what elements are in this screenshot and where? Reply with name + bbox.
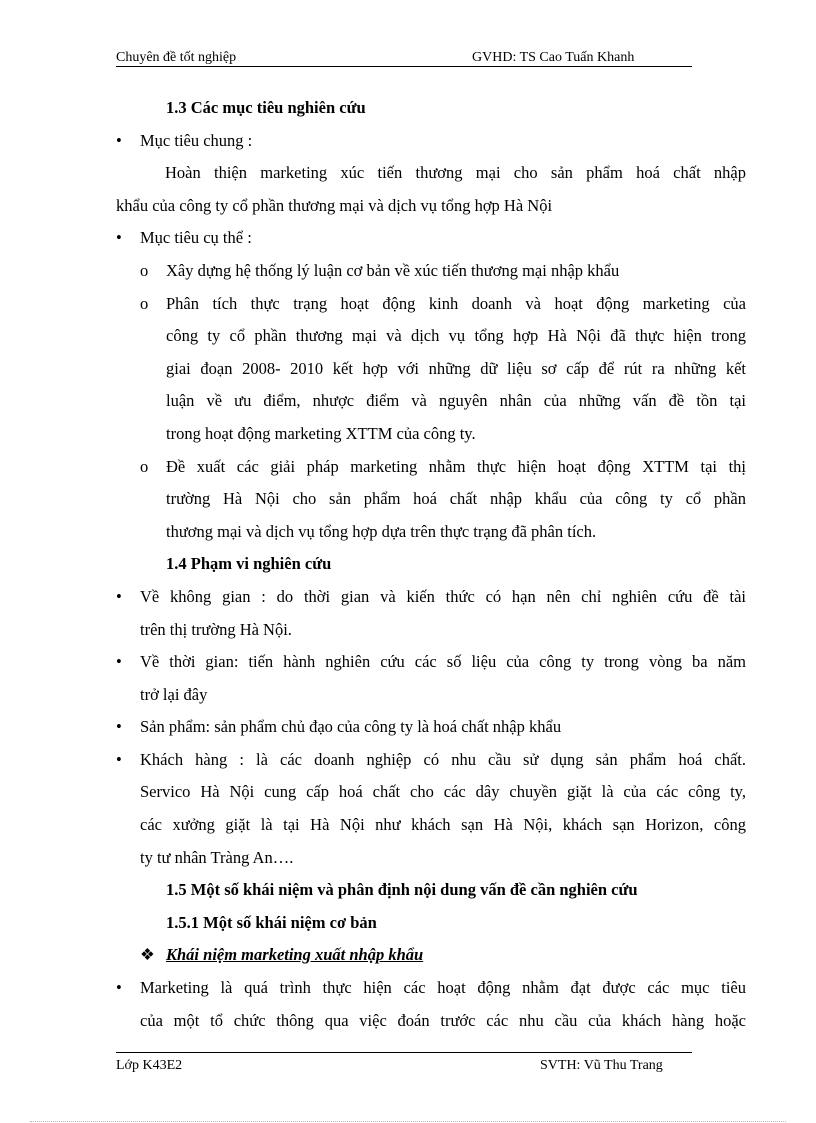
sub-item-text: Đề xuất các giải pháp marketing nhằm thực hiện hoạt động XTTM tại thị — [166, 456, 746, 476]
bullet-icon: • — [116, 652, 122, 672]
sub-list-item — [116, 255, 746, 288]
general-objective-label: Mục tiêu chung : — [140, 130, 253, 150]
sub-item-text: Xây dựng hệ thống lý luận cơ bản về xúc tiến thương mại nhập khẩu — [166, 260, 620, 280]
list-item-line: của một tổ chức thông qua việc đoán trước các nhu cầu của khách hàng hoặc — [140, 1010, 746, 1030]
section-1-5-heading: 1.5 Một số khái niệm và phân định nội dung vấn đề cần nghiên cứu — [166, 880, 638, 900]
header-right-text: GVHD: TS Cao Tuấn Khanh — [472, 50, 635, 65]
list-item — [116, 711, 746, 744]
sub-list-item — [116, 288, 746, 321]
list-item-line: trên thị trường Hà Nội. — [140, 619, 292, 639]
section-1-4-heading: 1.4 Phạm vi nghiên cứu — [166, 554, 332, 574]
list-item-text: Về thời gian: tiến hành nghiên cứu các số liệu của công ty trong vòng ba năm — [140, 652, 746, 672]
sub-item-line: trường Hà Nội cho sản phẩm hoá chất nhập khẩu của công ty cổ phần — [166, 489, 746, 509]
sub-item-line: thương mại và dịch vụ tổng hợp dựa trên thực trạng đã phân tích. — [166, 521, 597, 541]
list-item — [116, 222, 746, 255]
sub-item-line: công ty cổ phần thương mại và dịch vụ tổng hợp Hà Nội đã thực hiện trong — [166, 326, 746, 346]
section-1-3-heading: 1.3 Các mục tiêu nghiên cứu — [166, 98, 366, 117]
page-body — [116, 92, 746, 1037]
concept-heading — [116, 939, 746, 972]
footer-right-text: SVTH: Vũ Thu Trang — [540, 1058, 663, 1073]
footer-left-text: Lớp K43E2 — [116, 1058, 183, 1073]
diamond-bullet-icon: ❖ — [140, 945, 155, 965]
list-item-line: trở lại đây — [140, 684, 208, 704]
specific-objective-label: Mục tiêu cụ thể : — [140, 228, 252, 248]
circle-bullet-icon: o — [140, 456, 149, 476]
list-item-line: Servico Hà Nội cung cấp hoá chất cho các dây chuyền giặt là của các công ty, — [140, 782, 746, 802]
list-item — [116, 972, 746, 1005]
header-left-text: Chuyên đề tốt nghiệp — [116, 50, 237, 65]
section-1-5-1-heading: 1.5.1 Một số khái niệm cơ bản — [166, 912, 377, 932]
bullet-icon: • — [116, 586, 122, 606]
list-item-text: Sản phẩm: sản phẩm chủ đạo của công ty là hoá chất nhập khẩu — [140, 717, 562, 737]
bullet-icon: • — [116, 130, 122, 150]
page-break-line — [30, 1121, 786, 1122]
bullet-icon: • — [116, 228, 122, 248]
list-item-text: Marketing là quá trình thực hiện các hoạt động nhằm đạt được các mục tiêu — [140, 978, 746, 998]
sub-list-item — [116, 451, 746, 484]
list-item — [116, 646, 746, 679]
list-item-text: Về không gian : do thời gian và kiến thức có hạn nên chỉ nghiên cứu đề tài — [140, 586, 746, 606]
sub-item-text: Phân tích thực trạng hoạt động kinh doanh và hoạt động marketing của — [166, 293, 746, 313]
paragraph-line: Hoàn thiện marketing xúc tiến thương mại cho sản phẩm hoá chất nhập — [165, 163, 746, 183]
sub-item-line: trong hoạt động marketing XTTM của công ty. — [166, 423, 476, 443]
circle-bullet-icon: o — [140, 260, 149, 280]
list-item-line: các xưởng giặt là tại Hà Nội như khách sạn Hà Nội, khách sạn Horizon, công — [140, 815, 746, 835]
list-item — [116, 125, 746, 158]
header-rule — [116, 66, 692, 67]
sub-item-line: giai đoạn 2008- 2010 kết hợp với những dữ liệu sơ cấp để rút ra những kết — [166, 358, 746, 378]
footer-rule — [116, 1052, 692, 1053]
paragraph-line: khẩu của công ty cổ phần thương mại và dịch vụ tổng hợp Hà Nội — [116, 195, 553, 215]
concept-title: Khái niệm marketing xuất nhập khẩu — [166, 945, 424, 965]
list-item-line: ty tư nhân Tràng An…. — [140, 847, 294, 867]
bullet-icon: • — [116, 978, 122, 998]
bullet-icon: • — [116, 749, 122, 769]
circle-bullet-icon: o — [140, 293, 149, 313]
list-item — [116, 744, 746, 777]
sub-item-line: luận về ưu điểm, nhược điểm và nguyên nhân của những vấn đề tồn tại — [166, 391, 746, 411]
list-item — [116, 581, 746, 614]
bullet-icon: • — [116, 717, 122, 737]
list-item-text: Khách hàng : là các doanh nghiệp có nhu cầu sử dụng sản phẩm hoá chất. — [140, 749, 746, 769]
